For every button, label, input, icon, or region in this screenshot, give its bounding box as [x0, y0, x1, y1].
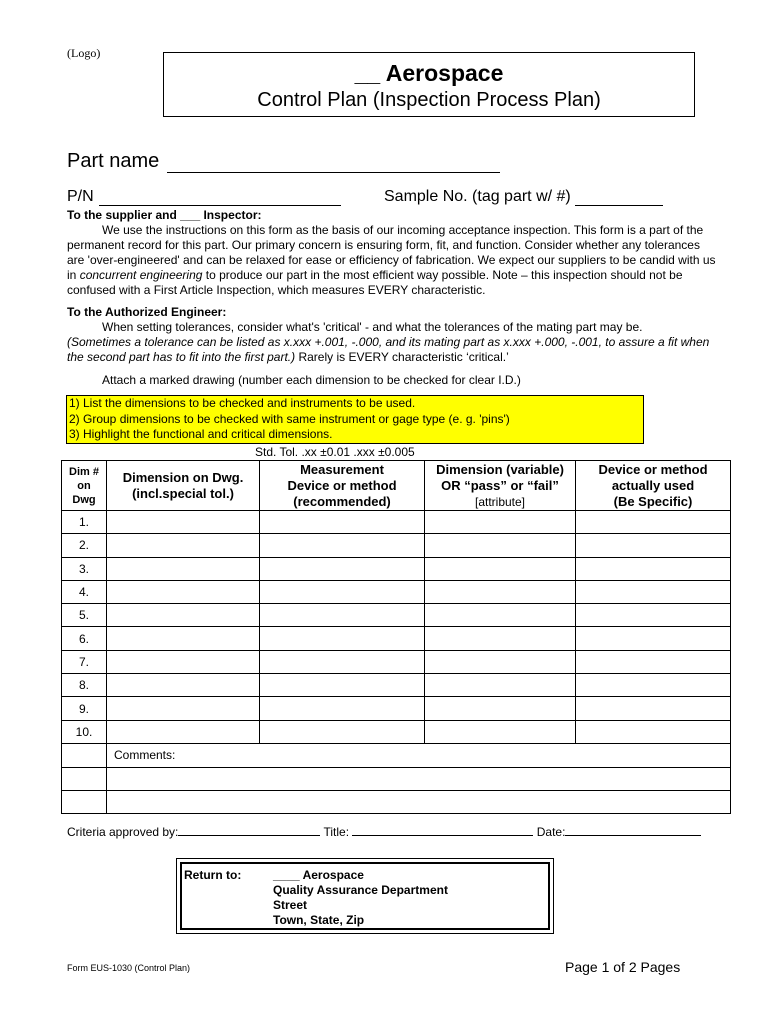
engineer-line-2: Rarely is EVERY characteristic ‘critical.’: [295, 350, 509, 364]
table-row: [62, 534, 731, 557]
table-row: [62, 604, 731, 627]
row-number: 8.: [62, 674, 107, 697]
table-cell[interactable]: [425, 650, 576, 673]
comments-num-cell: [62, 743, 107, 767]
supplier-text-italic: concurrent engineering: [79, 268, 203, 282]
return-department: Quality Assurance Department: [273, 883, 448, 897]
part-name-field: [67, 150, 500, 173]
table-cell[interactable]: [107, 674, 260, 697]
header-measurement-device: [260, 461, 425, 511]
header-dim-line-2: on: [77, 479, 91, 492]
row-number: 10.: [62, 720, 107, 743]
header-dev-line-1: Device or method: [598, 461, 708, 477]
row-number: 5.: [62, 604, 107, 627]
comments-line-row: [62, 767, 731, 790]
table-cell[interactable]: [260, 580, 425, 603]
instruction-2: 2) Group dimensions to be checked with same instrument or gage type (e. g. 'pins'): [69, 411, 510, 426]
part-name-label: Part name: [67, 150, 160, 172]
table-cell[interactable]: [576, 674, 731, 697]
criteria-date-label: Date:: [533, 825, 566, 839]
table-cell[interactable]: [260, 511, 425, 534]
approved-by-input-line[interactable]: [178, 824, 320, 836]
table-row: [62, 720, 731, 743]
table-row: [62, 580, 731, 603]
header-meas-line-2: Device or method: [287, 477, 397, 493]
table-row: [62, 627, 731, 650]
table-cell[interactable]: [576, 534, 731, 557]
table-cell[interactable]: [260, 534, 425, 557]
header-var-line-2: OR “pass” or “fail”: [441, 477, 559, 493]
table-cell[interactable]: [107, 557, 260, 580]
supplier-section: [67, 208, 717, 298]
table-cell[interactable]: [260, 720, 425, 743]
table-row: [62, 674, 731, 697]
table-row: [62, 697, 731, 720]
row-number: 3.: [62, 557, 107, 580]
header-dev-line-3: (Be Specific): [613, 493, 693, 509]
pn-field: [67, 188, 341, 206]
header-dimension-variable: [425, 461, 576, 511]
title-input-line[interactable]: [352, 824, 533, 836]
return-city: Town, State, Zip: [273, 913, 365, 927]
title-box: [163, 52, 695, 117]
comments-num-cell: [62, 767, 107, 790]
comments-num-cell: [62, 790, 107, 813]
supplier-text-1: We use the instructions on this form as the basis of our incoming acceptance inspection. This form is a part of the permanent record for this part. Our primary concern is ensuring form, fit, and function. Consider whether any tolerances are 'over-engineered' and can be relaxed for ease or efficiency of fabrication. We expect our suppliers to be candid with us in: [67, 223, 716, 282]
table-cell[interactable]: [425, 720, 576, 743]
table-cell[interactable]: [107, 534, 260, 557]
sample-field: [384, 188, 663, 206]
table-cell[interactable]: [425, 580, 576, 603]
table-cell[interactable]: [107, 604, 260, 627]
table-cell[interactable]: [576, 604, 731, 627]
engineer-italic: (Sometimes a tolerance can be listed as x.xxx +.001, -.000, and its mating part as x.xxx +.000, -.001, to assure a fit when the second part has to fit into the first part.): [67, 335, 710, 364]
header-dwg-line-1: Dimension on Dwg.: [122, 469, 244, 485]
standard-tolerance: Std. Tol. .xx ±0.01 .xxx ±0.005: [255, 445, 415, 459]
return-to-label: Return to:: [184, 868, 242, 882]
return-address: [273, 868, 448, 928]
table-cell[interactable]: [576, 557, 731, 580]
comments-row: [62, 743, 731, 767]
table-cell[interactable]: [576, 627, 731, 650]
page-number: Page 1 of 2 Pages: [565, 959, 681, 975]
table-cell[interactable]: [425, 674, 576, 697]
engineer-section: [67, 305, 717, 388]
pn-label: P/N: [67, 188, 94, 205]
table-cell[interactable]: [425, 697, 576, 720]
table-cell[interactable]: [425, 534, 576, 557]
table-cell[interactable]: [107, 650, 260, 673]
criteria-title-label: Title:: [320, 825, 353, 839]
logo-placeholder: (Logo): [67, 46, 101, 60]
instruction-1: 1) List the dimensions to be checked and instruments to be used.: [69, 396, 416, 410]
return-company: ____ Aerospace: [273, 868, 364, 882]
engineer-note: [67, 335, 717, 365]
header-var-line-3: [attribute]: [474, 494, 526, 509]
table-row: [62, 650, 731, 673]
table-cell[interactable]: [425, 627, 576, 650]
header-var-line-1: Dimension (variable): [436, 461, 564, 477]
table-row: [62, 511, 731, 534]
table-cell[interactable]: [576, 720, 731, 743]
table-row: [62, 557, 731, 580]
return-to-inner: [180, 862, 550, 930]
row-number: 9.: [62, 697, 107, 720]
table-cell[interactable]: [107, 697, 260, 720]
row-number: 7.: [62, 650, 107, 673]
table-cell[interactable]: [425, 557, 576, 580]
table-cell[interactable]: [576, 511, 731, 534]
comments-line[interactable]: [107, 767, 731, 790]
table-cell[interactable]: [576, 580, 731, 603]
date-input-line[interactable]: [565, 824, 701, 836]
supplier-text: [67, 223, 717, 298]
form-id: Form EUS-1030 (Control Plan): [67, 963, 191, 973]
part-name-input-line[interactable]: [167, 152, 500, 173]
table-cell[interactable]: [260, 557, 425, 580]
attach-drawing-note: Attach a marked drawing (number each dimension to be checked for clear I.D.): [102, 373, 521, 387]
table-cell[interactable]: [107, 580, 260, 603]
header-meas-line-3: (recommended): [293, 493, 391, 509]
company-title: __ Aerospace: [354, 60, 504, 86]
instructions-box: [66, 395, 644, 444]
supplier-heading: To the supplier and ___ Inspector:: [67, 208, 262, 222]
table-cell[interactable]: [107, 511, 260, 534]
table-cell[interactable]: [260, 650, 425, 673]
table-cell[interactable]: [107, 627, 260, 650]
inspection-table: [61, 460, 731, 814]
return-to-box: [176, 858, 554, 934]
header-dwg-line-2: (incl.special tol.): [132, 485, 234, 501]
table-cell[interactable]: [107, 720, 260, 743]
table-cell[interactable]: [576, 697, 731, 720]
table-cell[interactable]: [425, 604, 576, 627]
engineer-heading: To the Authorized Engineer:: [67, 305, 227, 319]
sample-input-line[interactable]: [575, 191, 663, 206]
engineer-line-1: When setting tolerances, consider what's 'critical' - and what the tolerances of the mating part may be.: [102, 320, 643, 334]
header-dev-line-2: actually used: [611, 477, 695, 493]
header-device-actually-used: [576, 461, 731, 511]
comments-line-row: [62, 790, 731, 813]
row-number: 6.: [62, 627, 107, 650]
pn-input-line[interactable]: [99, 191, 341, 206]
header-meas-line-1: Measurement: [300, 461, 384, 477]
row-number: 4.: [62, 580, 107, 603]
supplier-text-2: to produce our part in the most efficient way possible. Note – this inspection should not be confused with a First Article Inspection, which measures EVERY characteristic.: [67, 268, 683, 297]
table-header-row: [62, 461, 731, 511]
criteria-approved-label: Criteria approved by:: [67, 825, 179, 839]
row-number: 2.: [62, 534, 107, 557]
comments-line[interactable]: [107, 790, 731, 813]
table-cell[interactable]: [260, 604, 425, 627]
return-street: Street: [273, 898, 308, 912]
row-number: 1.: [62, 511, 107, 534]
table-cell[interactable]: [260, 674, 425, 697]
criteria-approval-line: [67, 824, 701, 839]
instruction-3: 3) Highlight the functional and critical dimensions.: [69, 427, 333, 441]
header-dim-number: [62, 461, 107, 511]
sample-label: Sample No. (tag part w/ #): [384, 188, 571, 205]
form-title: Control Plan (Inspection Process Plan): [257, 89, 601, 111]
header-dim-line-1: Dim #: [69, 465, 99, 478]
header-dimension-on-dwg: [107, 461, 260, 511]
comments-label: Comments:: [107, 743, 731, 767]
table-cell[interactable]: [260, 697, 425, 720]
table-cell[interactable]: [425, 511, 576, 534]
header-dim-line-3: Dwg: [72, 493, 96, 506]
table-cell[interactable]: [260, 627, 425, 650]
table-cell[interactable]: [576, 650, 731, 673]
